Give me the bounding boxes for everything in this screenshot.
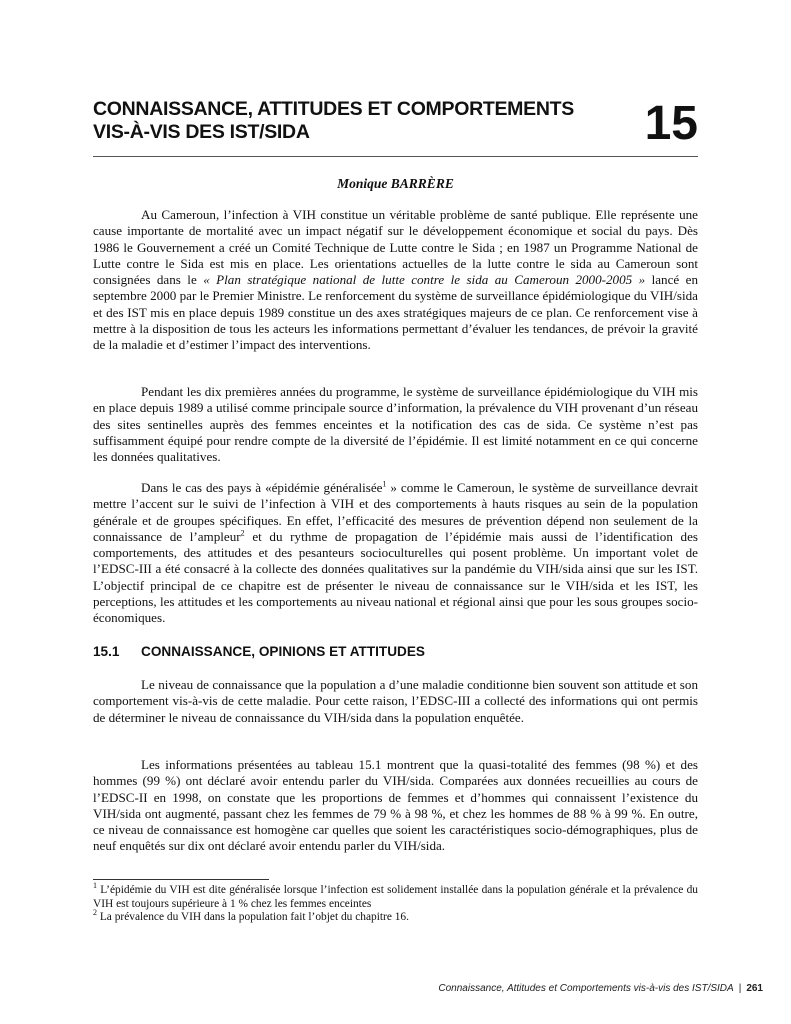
section-paragraph-2: Les informations présentées au tableau 15.1 montrent que la quasi-totalité des femmes (98 %) et des hommes (99 %) ont déclaré avoir entendu parler du VIH/sida. Comparées aux données recueillies au cours de l’EDSC-II en 1998, on constate que les proportions de femmes et d’hommes qui connaissent l’existence du VIH/sida ont augmenté, passant chez les femmes de 79 % à 98 %, et chez les hommes de 88 % à 99 %. En outre, ce niveau de connaissance est homogène car quelles que soient les caractéristiques socio-démographiques, plus de neuf enquêtés sur dix ont déclaré avoir entendu parler du VIH/sida.: [93, 757, 698, 854]
chapter-number: 15: [644, 97, 698, 150]
section-number: 15.1: [93, 644, 120, 659]
footnotes: [93, 881, 698, 925]
chapter-title-line-1: CONNAISSANCE, ATTITUDES ET COMPORTEMENTS: [93, 98, 574, 120]
footnote-ref-1[interactable]: 1: [382, 479, 387, 489]
page-number: 261: [746, 983, 763, 994]
footer-separator: |: [738, 983, 742, 994]
title-divider: [93, 156, 698, 157]
section-text-2: [93, 757, 698, 855]
footnote-2: $^2$ La prévalence du VIH dans la population fait l’objet du chapitre 16.: [93, 908, 409, 924]
intro-text: [93, 207, 698, 354]
footnote-1: $^1$ L’épidémie du VIH est dite généralisée lorsque l’infection est solidement installée dans la population générale et la prévalence du VIH est toujours supérieure à 1 % chez les femmes enceintes: [93, 881, 698, 910]
running-title: Connaissance, Attitudes et Comportements vis-à-vis des IST/SIDA: [438, 983, 734, 994]
author-name: Monique BARRÈRE: [337, 176, 454, 191]
intro-paragraph-2: Pendant les dix premières années du programme, le système de surveillance épidémiologique du VIH mis en place depuis 1989 a utilisé comme principale source d’information, la prévalence du VIH provenant d’un réseau des sites sentinelles auprès des femmes enceintes et la notification des cas de sida. Ce système n’est pas suffisamment équipé pour rendre compte de la diversité de l’épidémie. Il est limité notamment en ce qui concerne les données qualitatives.: [93, 384, 698, 465]
footnote-mark-2: 2: [93, 908, 97, 918]
intro-paragraph-1: Au Cameroun, l’infection à VIH constitue un véritable problème de santé publique. Elle représente une cause importante de mortalité avec un impact négatif sur le développement économique et social du pays. Dès 1986 le Gouvernement a créé un Comité Technique de Lutte contre le Sida ; en 1987 un Programme National de Lutte contre le Sida est mis en place. Les orientations actuelles de la lutte contre le sida au Cameroun sont consignées dans le « Plan stratégique national de lutte contre le sida au Cameroun 2000-2005 » lancé en septembre 2000 par le Premier Ministre. Le renforcement du système de surveillance épidémiologique du VIH/sida et des IST mis en place depuis 1989 constitue un des axes stratégiques majeurs de ce plan. Ce renforcement vise à mettre à la disposition de tous les acteurs les informations permettant d’évaluer les tendances, de prévoir la gravité de la maladie et d’estimer l’impact des interventions.: [93, 207, 698, 353]
intro-paragraph-3: Dans le cas des pays à «épidémie généralisée$^1$ » comme le Cameroun, le système de surveillance devrait mettre l’accent sur le suivi de l’infection à VIH et des comportements à hauts risques au sein de la population générale et de groupes spécifiques. En effet, l’efficacité des mesures de prévention dépend non seulement de la connaissance de l’ampleur$^2$ et du rythme de propagation de l’épidémie mais aussi de l’identification des comportements, des attitudes et des pesanteurs socioculturelles qui posent problème. Un important volet de l’EDSC-III a été consacré à la collecte des données qualitatives sur la pandémie du VIH/sida ainsi que sur les IST. L’objectif principal de ce chapitre est de présenter le niveau de connaissance sur le VIH/sida et les IST, les perceptions, les attitudes et les comportements au niveau national et régional ainsi que pour les sous groupes socio-économiques.: [93, 479, 698, 626]
plan-title-italic: « Plan stratégique national de lutte contre le sida au Cameroun 2000-2005 »: [203, 272, 646, 288]
intro-text-3: [93, 480, 698, 627]
footnote-divider: [93, 879, 269, 880]
section-text-1: [93, 677, 698, 726]
chapter-header: [93, 98, 698, 154]
footnote-ref-2[interactable]: 2: [240, 528, 245, 538]
chapter-title-line-2: VIS-À-VIS DES IST/SIDA: [93, 121, 310, 143]
section-title: CONNAISSANCE, OPINIONS ET ATTITUDES: [141, 644, 425, 659]
intro-text-2: [93, 384, 698, 465]
chapter-title: [93, 98, 613, 144]
section-paragraph-1: Le niveau de connaissance que la population a d’une maladie conditionne bien souvent son attitude et son comportement vis-à-vis de cette maladie. Pour cette raison, l’EDSC-III a collecté des informations qui ont permis de déterminer le niveau de connaissance du VIH/sida dans la population enquêtée.: [93, 677, 698, 725]
page-footer: [438, 983, 763, 995]
footnote-mark-1: 1: [93, 881, 97, 891]
section-heading: [93, 643, 698, 660]
